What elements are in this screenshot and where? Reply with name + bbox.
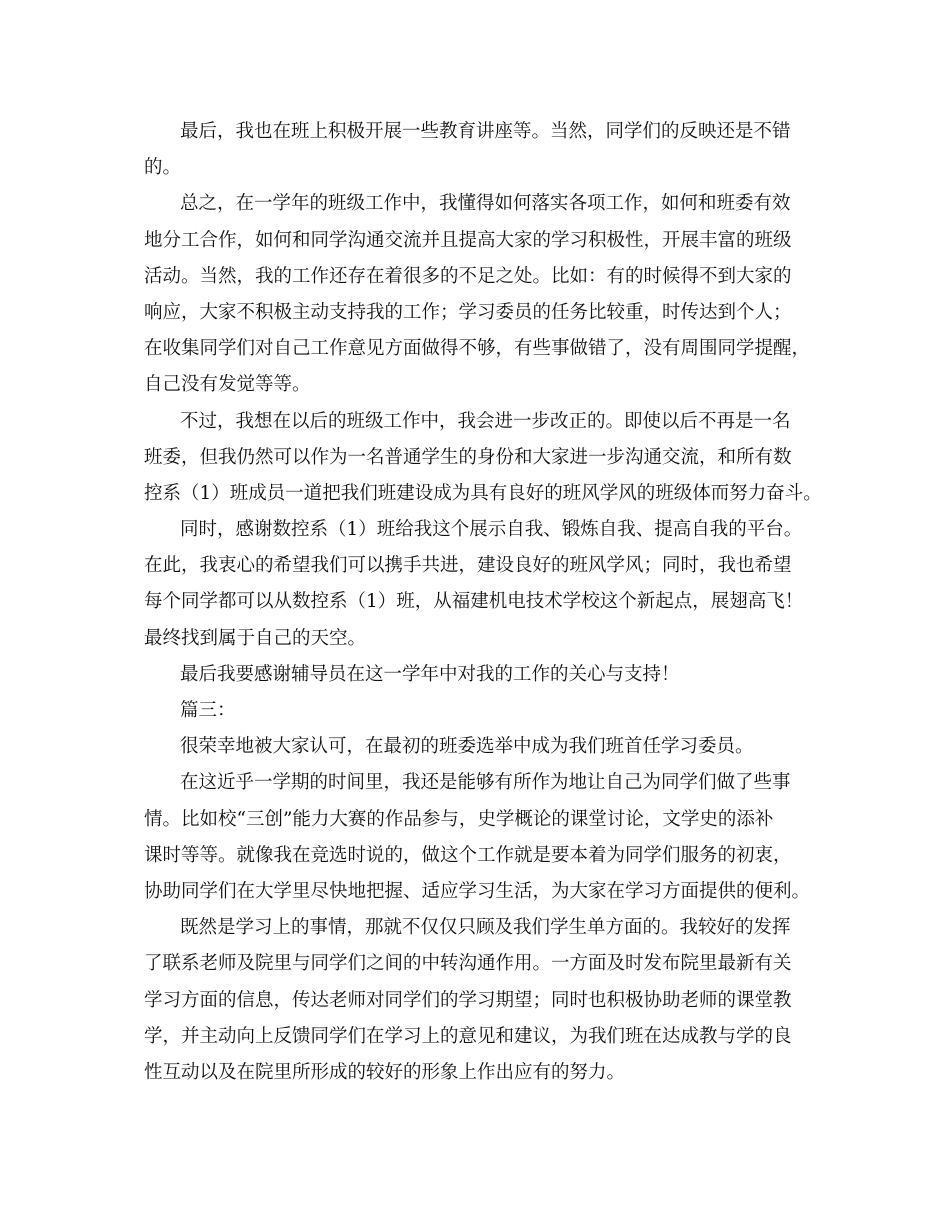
text-line: 情。比如校“三创”能力大赛的作品参与，史学概论的课堂讨论，文学史的添补 <box>144 808 774 830</box>
document-body <box>144 114 824 1091</box>
text-line: 地分工合作，如何和同学沟通交流并且提高大家的学习积极性，开展丰富的班级 <box>144 229 792 251</box>
text-line: 很荣幸地被大家认可，在最初的班委选举中成为我们班首任学习委员。 <box>180 736 754 758</box>
text-line: 既然是学习上的事情，那就不仅仅只顾及我们学生单方面的。我较好的发挥 <box>180 917 791 939</box>
text-line: 学，并主动向上反馈同学们在学习上的意见和建议，为我们班在达成教与学的良 <box>144 1025 792 1047</box>
text-line: 响应，大家不积极主动支持我的工作；学习委员的任务比较重，时传达到个人； <box>144 301 792 323</box>
text-line: 课时等等。就像我在竞选时说的，做这个工作就是要本着为同学们服务的初衷， <box>144 844 792 866</box>
text-line: 最终找到属于自己的天空。 <box>144 627 367 649</box>
text-line: 篇三： <box>180 700 236 721</box>
text-line: 最后，我也在班上积极开展一些教育讲座等。当然，同学们的反映还是不错 <box>180 121 791 142</box>
text-line: 在收集同学们对自己工作意见方面做得不够，有些事做错了，没有周围同学提醒， <box>144 338 811 360</box>
text-line: 在此，我衷心的希望我们可以携手共进，建设良好的班风学风；同时，我也希望 <box>144 555 792 577</box>
text-line: 自己没有发觉等等。 <box>144 374 311 396</box>
text-line: 性互动以及在院里所形成的较好的形象上作出应有的努力。 <box>144 1061 626 1083</box>
text-line: 最后我要感谢辅导员在这一学年中对我的工作的关心与支持！ <box>180 663 680 685</box>
text-line: 的。 <box>144 157 182 179</box>
text-line: 协助同学们在大学里尽快地把握、适应学习生活，为大家在学习方面提供的便利。 <box>144 880 811 902</box>
text-line: 控系（1）班成员一道把我们班建设成为具有良好的班风学风的班级体而努力奋斗。 <box>144 482 822 504</box>
text-line: 班委，但我仍然可以作为一名普通学生的身份和大家进一步沟通交流，和所有数 <box>144 446 792 468</box>
text-line: 总之，在一学年的班级工作中，我懂得如何落实各项工作，如何和班委有效 <box>180 193 791 215</box>
text-line: 活动。当然，我的工作还存在着很多的不足之处。比如：有的时候得不到大家的 <box>144 265 792 287</box>
text-line: 了联系老师及院里与同学们之间的中转沟通作用。一方面及时发布院里最新有关 <box>144 953 792 975</box>
text-line: 不过，我想在以后的班级工作中，我会进一步改正的。即使以后不再是一名 <box>180 410 791 432</box>
text-line: 同时，感谢数控系（1）班给我这个展示自我、锻炼自我、提高自我的平台。 <box>180 519 803 541</box>
text-line: 每个同学都可以从数控系（1）班，从福建机电技术学校这个新起点，展翅高飞！ <box>144 591 804 613</box>
text-line: 在这近乎一学期的时间里，我还是能够有所作为地让自己为同学们做了些事 <box>180 772 791 794</box>
text-line: 学习方面的信息，传达老师对同学们的学习期望；同时也积极协助老师的课堂教 <box>144 989 792 1011</box>
